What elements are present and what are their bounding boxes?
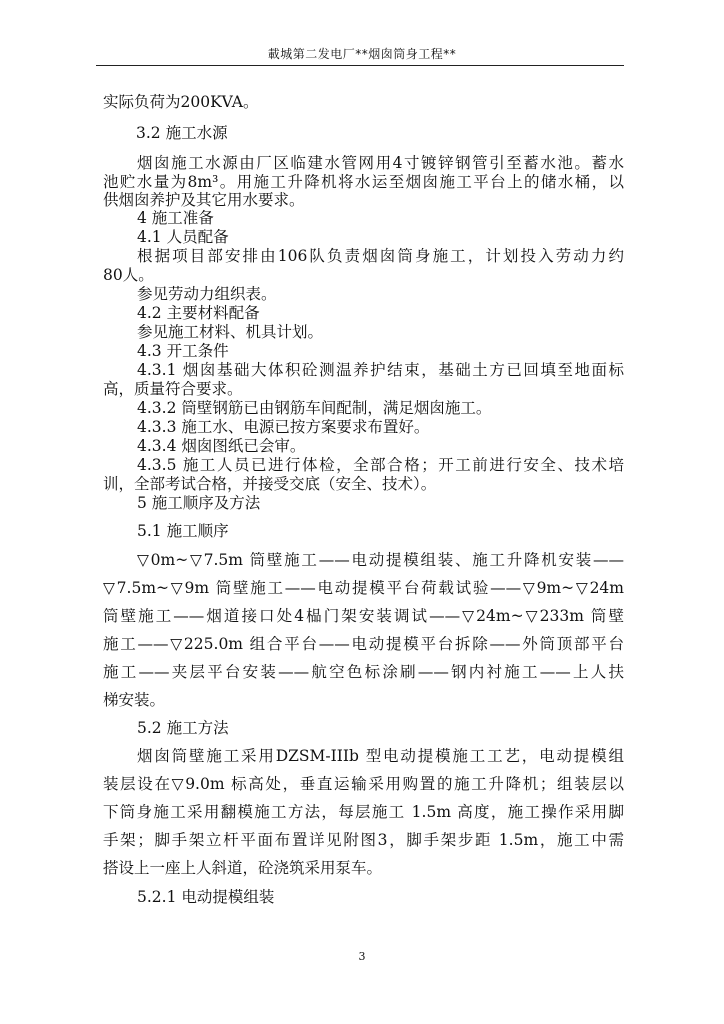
- section-heading: 4 施工准备: [137, 209, 214, 227]
- section-heading: 5 施工顺序及方法: [137, 494, 261, 512]
- section-heading: 4.2 主要材料配备: [137, 304, 260, 322]
- text-line: 4.3.2 筒壁钢筋已由钢筋车间配制，满足烟囱施工。: [137, 399, 492, 417]
- text-line: 根据项目部安排由106队负责烟囱筒身施工，计划投入劳动力约: [137, 247, 624, 265]
- text-line: 参见施工材料、机具计划。: [137, 323, 324, 341]
- text-line: 4.3.3 施工水、电源已按方案要求布置好。: [137, 418, 430, 436]
- header-divider: [96, 65, 624, 66]
- text-line: 4.3.4 烟囱图纸已会审。: [137, 437, 306, 455]
- section-heading: 5.2.1 电动提模组装: [137, 888, 275, 906]
- section-heading: 5.1 施工顺序: [137, 522, 229, 540]
- text-line: 参见劳动力组织表。: [137, 285, 277, 303]
- section-heading: 4.1 人员配备: [137, 228, 229, 246]
- section-heading: 3.2 施工水源: [136, 124, 228, 142]
- text-line: 池贮水量为8m³。用施工升降机将水运至烟囱施工平台上的储水桶，以: [103, 173, 624, 191]
- text-line: 装层设在▽9.0m 标高处，垂直运输采用购置的施工升降机；组装层以: [103, 775, 624, 793]
- text-line: 高，质量符合要求。: [103, 380, 243, 398]
- section-heading: 4.3 开工条件: [137, 342, 229, 360]
- text-line: 筒壁施工——烟道接口处4榀门架安装调试——▽24m~▽233m 筒壁: [103, 607, 624, 625]
- text-line: 梯安装。: [103, 691, 166, 709]
- text-line: 施工——夹层平台安装——航空色标涂刷——钢内衬施工——上人扶: [103, 663, 624, 681]
- text-line: 下筒身施工采用翻模施工方法，每层施工 1.5m 高度，施工操作采用脚: [103, 803, 624, 821]
- text-line: 4.3.1 烟囱基础大体积砼测温养护结束，基础土方已回填至地面标: [137, 361, 624, 379]
- page-number: 3: [358, 950, 366, 963]
- text-line: 供烟囱养护及其它用水要求。: [103, 191, 305, 209]
- text-line: ▽0m~▽7.5m 筒壁施工——电动提模组装、施工升降机安装——: [137, 551, 624, 569]
- text-line: ▽7.5m~▽9m 筒壁施工——电动提模平台荷载试验——▽9m~▽24m: [103, 579, 624, 597]
- text-line: 训，全部考试合格，并接受交底（安全、技术）。: [103, 475, 437, 493]
- text-line: 施工——▽225.0m 组合平台——电动提模平台拆除——外筒顶部平台: [103, 635, 624, 653]
- text-line: 手架；脚手架立杆平面布置详见附图3，脚手架步距 1.5m，施工中需: [103, 831, 624, 849]
- text-line: 实际负荷为200KVA。: [103, 93, 259, 111]
- section-heading: 5.2 施工方法: [137, 719, 229, 737]
- text-line: 80人。: [103, 266, 154, 284]
- text-line: 4.3.5 施工人员已进行体检，全部合格；开工前进行安全、技术培: [137, 456, 624, 474]
- text-line: 搭设上一座上人斜道，砼浇筑采用泵车。: [103, 859, 383, 877]
- running-header: 載城第二发电厂**烟囱筒身工程**: [267, 47, 457, 61]
- text-line: 烟囱施工水源由厂区临建水管网用4寸镀锌钢管引至蓄水池。蓄水: [137, 154, 624, 172]
- text-line: 烟囱筒壁施工采用DZSM-IIIb 型电动提模施工工艺，电动提模组: [137, 747, 624, 765]
